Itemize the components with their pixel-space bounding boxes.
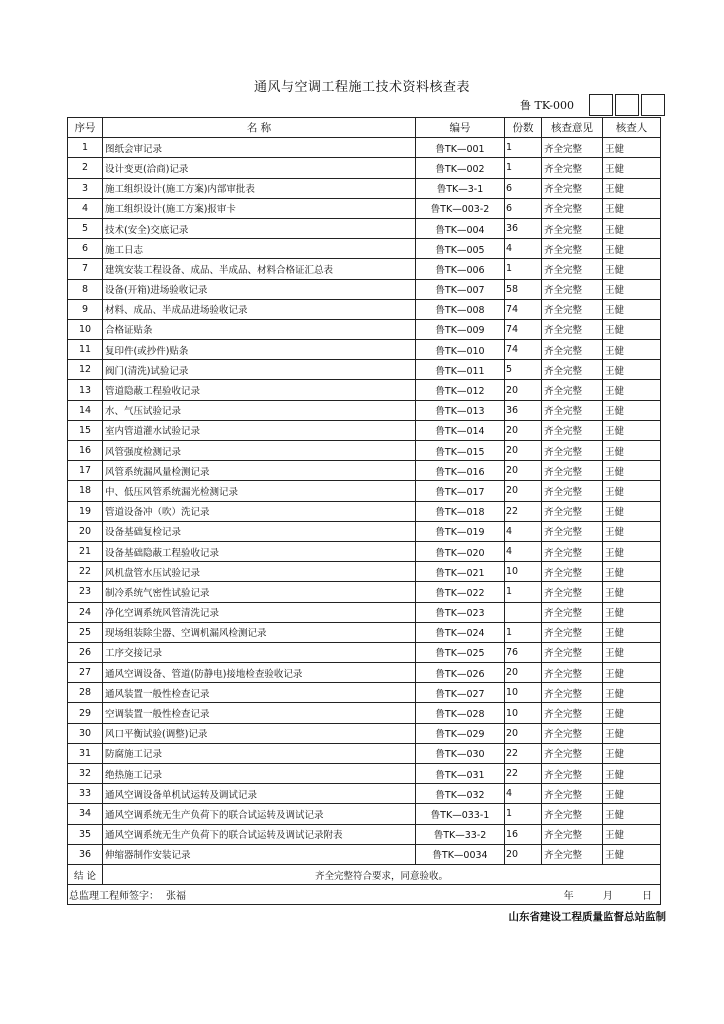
date-day: 日	[642, 891, 652, 903]
row-opinion: 齐全完整	[542, 723, 603, 743]
header-name: 名 称	[103, 118, 416, 138]
row-code: 鲁TK—020	[416, 541, 505, 561]
row-inspector: 王健	[603, 198, 661, 218]
header-inspector: 核查人	[603, 118, 661, 138]
row-count: 74	[505, 319, 542, 339]
row-opinion: 齐全完整	[542, 279, 603, 299]
row-count: 1	[505, 622, 542, 642]
row-inspector: 王健	[603, 582, 661, 602]
row-opinion: 齐全完整	[542, 804, 603, 824]
row-seq: 30	[68, 723, 103, 743]
row-opinion: 齐全完整	[542, 663, 603, 683]
row-inspector: 王健	[603, 218, 661, 238]
table-row	[68, 804, 661, 824]
row-code: 鲁TK—023	[416, 602, 505, 622]
row-name: 工序交接记录	[103, 642, 416, 662]
table-row	[68, 239, 661, 259]
row-seq: 34	[68, 804, 103, 824]
row-count: 36	[505, 218, 542, 238]
row-inspector: 王健	[603, 622, 661, 642]
row-code: 鲁TK—029	[416, 723, 505, 743]
row-code: 鲁TK—008	[416, 299, 505, 319]
table-row	[68, 642, 661, 662]
row-inspector: 王健	[603, 138, 661, 158]
row-inspector: 王健	[603, 541, 661, 561]
row-count: 1	[505, 582, 542, 602]
row-seq: 28	[68, 683, 103, 703]
row-name: 制冷系统气密性试验记录	[103, 582, 416, 602]
table-row	[68, 138, 661, 158]
row-name: 图纸会审记录	[103, 138, 416, 158]
checklist-table	[67, 117, 661, 905]
row-count: 20	[505, 380, 542, 400]
table-row	[68, 703, 661, 723]
row-name: 伸缩器制作安装记录	[103, 844, 416, 864]
row-seq: 3	[68, 178, 103, 198]
table-row	[68, 299, 661, 319]
row-opinion: 齐全完整	[542, 541, 603, 561]
row-code: 鲁TK—004	[416, 218, 505, 238]
row-inspector: 王健	[603, 279, 661, 299]
row-opinion: 齐全完整	[542, 138, 603, 158]
row-name: 设备基础复检记录	[103, 521, 416, 541]
table-row	[68, 824, 661, 844]
row-code: 鲁TK—025	[416, 642, 505, 662]
row-name: 绝热施工记录	[103, 764, 416, 784]
table-row	[68, 481, 661, 501]
row-opinion: 齐全完整	[542, 824, 603, 844]
table-row	[68, 380, 661, 400]
table-row	[68, 683, 661, 703]
row-name: 水、气压试验记录	[103, 400, 416, 420]
row-seq: 19	[68, 501, 103, 521]
row-code: 鲁TK—005	[416, 239, 505, 259]
row-name: 施工日志	[103, 239, 416, 259]
row-count: 4	[505, 784, 542, 804]
row-opinion: 齐全完整	[542, 622, 603, 642]
row-count: 20	[505, 420, 542, 440]
row-seq: 10	[68, 319, 103, 339]
table-row	[68, 158, 661, 178]
row-name: 管道设备冲（吹）洗记录	[103, 501, 416, 521]
row-count	[505, 602, 542, 622]
row-name: 设计变更(洽商)记录	[103, 158, 416, 178]
row-count: 1	[505, 804, 542, 824]
row-name: 风口平衡试验(调整)记录	[103, 723, 416, 743]
row-inspector: 王健	[603, 259, 661, 279]
row-code: 鲁TK—032	[416, 784, 505, 804]
row-inspector: 王健	[603, 481, 661, 501]
row-count: 20	[505, 844, 542, 864]
date-month: 月	[602, 891, 613, 903]
row-opinion: 齐全完整	[542, 299, 603, 319]
row-opinion: 齐全完整	[542, 218, 603, 238]
table-row	[68, 441, 661, 461]
row-count: 10	[505, 703, 542, 723]
row-inspector: 王健	[603, 461, 661, 481]
row-count: 58	[505, 279, 542, 299]
row-code: 鲁TK—010	[416, 340, 505, 360]
row-code: 鲁TK—3-1	[416, 178, 505, 198]
row-opinion: 齐全完整	[542, 844, 603, 864]
signature-row	[68, 885, 661, 905]
signature-cell	[68, 885, 661, 905]
row-seq: 15	[68, 420, 103, 440]
row-seq: 6	[68, 239, 103, 259]
row-seq: 8	[68, 279, 103, 299]
date-year: 年	[563, 891, 574, 903]
row-count: 6	[505, 198, 542, 218]
table-row	[68, 279, 661, 299]
table-row	[68, 319, 661, 339]
row-opinion: 齐全完整	[542, 461, 603, 481]
row-inspector: 王健	[603, 784, 661, 804]
row-code: 鲁TK—033-1	[416, 804, 505, 824]
row-name: 风机盘管水压试验记录	[103, 562, 416, 582]
header-count: 份数	[505, 118, 542, 138]
table-row	[68, 562, 661, 582]
row-code: 鲁TK—009	[416, 319, 505, 339]
row-count: 76	[505, 642, 542, 662]
row-opinion: 齐全完整	[542, 239, 603, 259]
row-opinion: 齐全完整	[542, 340, 603, 360]
row-opinion: 齐全完整	[542, 481, 603, 501]
row-code: 鲁TK—028	[416, 703, 505, 723]
row-seq: 29	[68, 703, 103, 723]
row-opinion: 齐全完整	[542, 400, 603, 420]
row-name: 管道隐蔽工程验收记录	[103, 380, 416, 400]
row-inspector: 王健	[603, 683, 661, 703]
row-opinion: 齐全完整	[542, 380, 603, 400]
row-name: 设备(开箱)进场验收记录	[103, 279, 416, 299]
row-inspector: 王健	[603, 764, 661, 784]
row-seq: 18	[68, 481, 103, 501]
row-code: 鲁TK—001	[416, 138, 505, 158]
row-name: 施工组织设计(施工方案)内部审批表	[103, 178, 416, 198]
row-seq: 36	[68, 844, 103, 864]
signature-label: 总监理工程师签字：	[69, 891, 159, 903]
row-code: 鲁TK—030	[416, 743, 505, 763]
row-seq: 5	[68, 218, 103, 238]
row-name: 防腐施工记录	[103, 743, 416, 763]
row-name: 中、低压风管系统漏光检测记录	[103, 481, 416, 501]
row-code: 鲁TK—007	[416, 279, 505, 299]
row-inspector: 王健	[603, 501, 661, 521]
table-row	[68, 400, 661, 420]
table-row	[68, 360, 661, 380]
conclusion-text: 齐全完整符合要求，同意验收。	[103, 864, 661, 884]
row-code: 鲁TK—003-2	[416, 198, 505, 218]
row-count: 10	[505, 562, 542, 582]
row-opinion: 齐全完整	[542, 743, 603, 763]
row-opinion: 齐全完整	[542, 683, 603, 703]
row-seq: 1	[68, 138, 103, 158]
row-name: 室内管道灌水试验记录	[103, 420, 416, 440]
row-inspector: 王健	[603, 663, 661, 683]
row-inspector: 王健	[603, 642, 661, 662]
table-row	[68, 461, 661, 481]
header-opinion: 核查意见	[542, 118, 603, 138]
signature-name: 张福	[166, 891, 187, 903]
table-row	[68, 198, 661, 218]
row-opinion: 齐全完整	[542, 703, 603, 723]
row-seq: 21	[68, 541, 103, 561]
row-name: 净化空调系统风管清洗记录	[103, 602, 416, 622]
row-seq: 2	[68, 158, 103, 178]
row-count: 22	[505, 743, 542, 763]
row-inspector: 王健	[603, 824, 661, 844]
row-inspector: 王健	[603, 400, 661, 420]
document-title: 通风与空调工程施工技术资料核查表	[253, 80, 470, 95]
row-seq: 14	[68, 400, 103, 420]
row-seq: 17	[68, 461, 103, 481]
row-count: 20	[505, 723, 542, 743]
row-code: 鲁TK—016	[416, 461, 505, 481]
row-opinion: 齐全完整	[542, 582, 603, 602]
row-inspector: 王健	[603, 380, 661, 400]
row-code: 鲁TK—017	[416, 481, 505, 501]
table-row	[68, 663, 661, 683]
row-seq: 26	[68, 642, 103, 662]
row-inspector: 王健	[603, 804, 661, 824]
table-row	[68, 541, 661, 561]
row-code: 鲁TK—018	[416, 501, 505, 521]
row-code: 鲁TK—012	[416, 380, 505, 400]
row-opinion: 齐全完整	[542, 420, 603, 440]
row-seq: 27	[68, 663, 103, 683]
row-inspector: 王健	[603, 562, 661, 582]
row-inspector: 王健	[603, 441, 661, 461]
row-opinion: 齐全完整	[542, 642, 603, 662]
row-seq: 16	[68, 441, 103, 461]
row-seq: 20	[68, 521, 103, 541]
row-inspector: 王健	[603, 420, 661, 440]
row-name: 现场组装除尘器、空调机漏风检测记录	[103, 622, 416, 642]
row-name: 通风装置一般性检查记录	[103, 683, 416, 703]
row-seq: 24	[68, 602, 103, 622]
row-code: 鲁TK—33-2	[416, 824, 505, 844]
row-name: 空调装置一般性检查记录	[103, 703, 416, 723]
row-count: 1	[505, 259, 542, 279]
row-code: 鲁TK—006	[416, 259, 505, 279]
form-code-label: 鲁 TK-000	[520, 99, 574, 112]
row-opinion: 齐全完整	[542, 562, 603, 582]
row-code: 鲁TK—031	[416, 764, 505, 784]
table-row	[68, 723, 661, 743]
row-count: 20	[505, 481, 542, 501]
row-code: 鲁TK—013	[416, 400, 505, 420]
row-inspector: 王健	[603, 158, 661, 178]
header-row	[68, 118, 661, 138]
row-name: 通风空调系统无生产负荷下的联合试运转及调试记录附表	[103, 824, 416, 844]
table-row	[68, 259, 661, 279]
row-name: 复印件(或抄件)贴条	[103, 340, 416, 360]
row-seq: 11	[68, 340, 103, 360]
row-seq: 33	[68, 784, 103, 804]
row-count: 16	[505, 824, 542, 844]
row-count: 1	[505, 158, 542, 178]
row-code: 鲁TK—021	[416, 562, 505, 582]
table-row	[68, 582, 661, 602]
row-code: 鲁TK—0034	[416, 844, 505, 864]
row-count: 5	[505, 360, 542, 380]
row-name: 阀门(清洗)试验记录	[103, 360, 416, 380]
table-row	[68, 420, 661, 440]
row-opinion: 齐全完整	[542, 178, 603, 198]
table-row	[68, 501, 661, 521]
code-box-3	[641, 94, 665, 116]
row-code: 鲁TK—027	[416, 683, 505, 703]
row-seq: 22	[68, 562, 103, 582]
row-count: 20	[505, 663, 542, 683]
row-count: 4	[505, 541, 542, 561]
row-opinion: 齐全完整	[542, 602, 603, 622]
row-name: 通风空调设备、管道(防静电)接地检查验收记录	[103, 663, 416, 683]
table-row	[68, 218, 661, 238]
conclusion-label: 结 论	[68, 864, 103, 884]
row-seq: 12	[68, 360, 103, 380]
table-row	[68, 602, 661, 622]
row-count: 22	[505, 501, 542, 521]
row-code: 鲁TK—026	[416, 663, 505, 683]
row-count: 22	[505, 764, 542, 784]
header-seq: 序号	[68, 118, 103, 138]
row-name: 建筑安装工程设备、成品、半成品、材料合格证汇总表	[103, 259, 416, 279]
row-inspector: 王健	[603, 178, 661, 198]
row-count: 6	[505, 178, 542, 198]
row-inspector: 王健	[603, 340, 661, 360]
row-name: 材料、成品、半成品进场验收记录	[103, 299, 416, 319]
row-inspector: 王健	[603, 319, 661, 339]
header-code: 编号	[416, 118, 505, 138]
row-seq: 31	[68, 743, 103, 763]
row-count: 74	[505, 299, 542, 319]
row-inspector: 王健	[603, 602, 661, 622]
table-row	[68, 622, 661, 642]
conclusion-row	[68, 864, 661, 884]
row-inspector: 王健	[603, 703, 661, 723]
row-seq: 25	[68, 622, 103, 642]
row-count: 20	[505, 461, 542, 481]
row-opinion: 齐全完整	[542, 360, 603, 380]
footer-issuer: 山东省建设工程质量监督总站监制	[508, 911, 666, 923]
row-seq: 4	[68, 198, 103, 218]
row-seq: 32	[68, 764, 103, 784]
table-row	[68, 784, 661, 804]
row-inspector: 王健	[603, 743, 661, 763]
row-seq: 9	[68, 299, 103, 319]
table-row	[68, 844, 661, 864]
row-count: 74	[505, 340, 542, 360]
row-inspector: 王健	[603, 844, 661, 864]
row-opinion: 齐全完整	[542, 521, 603, 541]
row-inspector: 王健	[603, 299, 661, 319]
row-name: 通风空调系统无生产负荷下的联合试运转及调试记录	[103, 804, 416, 824]
row-count: 36	[505, 400, 542, 420]
row-opinion: 齐全完整	[542, 501, 603, 521]
row-inspector: 王健	[603, 521, 661, 541]
row-inspector: 王健	[603, 723, 661, 743]
row-opinion: 齐全完整	[542, 784, 603, 804]
row-code: 鲁TK—015	[416, 441, 505, 461]
row-inspector: 王健	[603, 239, 661, 259]
row-name: 技术(安全)交底记录	[103, 218, 416, 238]
row-name: 通风空调设备单机试运转及调试记录	[103, 784, 416, 804]
table-row	[68, 521, 661, 541]
table-row	[68, 743, 661, 763]
table-body	[68, 138, 661, 865]
row-code: 鲁TK—024	[416, 622, 505, 642]
table-row	[68, 340, 661, 360]
row-seq: 35	[68, 824, 103, 844]
row-seq: 7	[68, 259, 103, 279]
row-inspector: 王健	[603, 360, 661, 380]
row-name: 施工组织设计(施工方案)报审卡	[103, 198, 416, 218]
row-opinion: 齐全完整	[542, 441, 603, 461]
table-row	[68, 178, 661, 198]
code-box-2	[615, 94, 639, 116]
row-opinion: 齐全完整	[542, 764, 603, 784]
row-opinion: 齐全完整	[542, 259, 603, 279]
row-code: 鲁TK—014	[416, 420, 505, 440]
row-code: 鲁TK—019	[416, 521, 505, 541]
row-name: 设备基础隐蔽工程验收记录	[103, 541, 416, 561]
row-count: 20	[505, 441, 542, 461]
row-seq: 23	[68, 582, 103, 602]
row-seq: 13	[68, 380, 103, 400]
row-count: 4	[505, 239, 542, 259]
row-count: 4	[505, 521, 542, 541]
row-code: 鲁TK—002	[416, 158, 505, 178]
code-box-1	[589, 94, 613, 116]
row-opinion: 齐全完整	[542, 158, 603, 178]
row-opinion: 齐全完整	[542, 198, 603, 218]
row-opinion: 齐全完整	[542, 319, 603, 339]
row-code: 鲁TK—011	[416, 360, 505, 380]
row-code: 鲁TK—022	[416, 582, 505, 602]
row-name: 合格证贴条	[103, 319, 416, 339]
table-row	[68, 764, 661, 784]
row-count: 10	[505, 683, 542, 703]
row-name: 风管强度检测记录	[103, 441, 416, 461]
row-count: 1	[505, 138, 542, 158]
row-name: 风管系统漏风量检测记录	[103, 461, 416, 481]
